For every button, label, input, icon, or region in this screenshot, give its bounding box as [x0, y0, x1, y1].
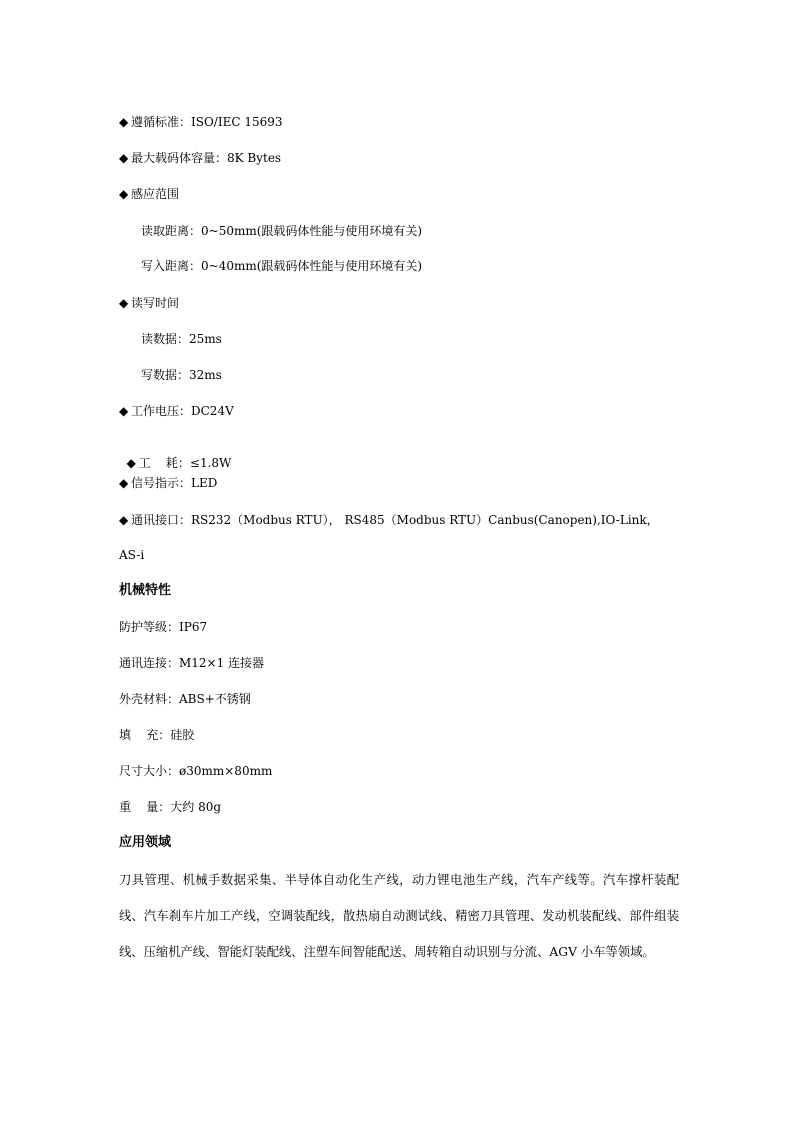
spec-power — [119, 439, 231, 471]
spec-read-distance: 读取距离：0~50mm(跟载码体性能与使用环境有关) — [141, 224, 423, 238]
diamond-bullet-icon: ◆ — [119, 151, 129, 165]
diamond-bullet-icon: ◆ — [119, 404, 129, 418]
application-paragraph: 刀具管理、机械手数据采集、半导体自动化生产线，动力锂电池生产线，汽车产线等。汽车撑杆装配线、汽车刹车片加工产线，空调装配线，散热扇自动测试线、精密刀具管理、发动机装配线、部件组装线、压缩机产线、智能灯装配线、注塑车间智能配送、周转箱自动识别与分流、AGV 小车等领域。 — [119, 873, 679, 959]
mech-protection: 防护等级：IP67 — [119, 620, 208, 634]
diamond-bullet-icon: ◆ — [119, 115, 129, 129]
mech-size: 尺寸大小：ø30mm×80mm — [119, 764, 273, 778]
spec-write-data: 写数据：32ms — [141, 368, 222, 382]
mech-filling: 填 充：硅胶 — [119, 728, 195, 742]
spec-write-distance: 写入距离：0~40mm(跟载码体性能与使用环境有关) — [141, 259, 423, 273]
spec-indicator — [119, 475, 217, 491]
spec-interface-text: 通讯接口：RS232（Modbus RTU）， RS485（Modbus RTU）Canbus(Canopen),IO-Link， — [131, 513, 659, 527]
section-title-application: 应用领域 — [119, 835, 172, 850]
spec-capacity-text: 最大载码体容量：8K Bytes — [131, 151, 282, 165]
spec-voltage-text: 工作电压：DC24V — [131, 404, 234, 418]
spec-power-text: 工 耗：≤1.8W — [138, 456, 232, 470]
spec-read-data: 读数据：25ms — [141, 332, 222, 346]
mech-connection: 通讯连接：M12×1 连接器 — [119, 656, 265, 670]
spec-sensing-title-text: 感应范围 — [131, 187, 180, 201]
spec-sensing-title — [119, 186, 179, 202]
diamond-bullet-icon: ◆ — [126, 456, 136, 470]
diamond-bullet-icon: ◆ — [119, 187, 129, 201]
diamond-bullet-icon: ◆ — [119, 513, 129, 527]
spec-rw-time-title — [119, 295, 179, 311]
spec-capacity — [119, 150, 281, 166]
spec-indicator-text: 信号指示：LED — [131, 476, 218, 490]
spec-interface — [119, 512, 659, 528]
diamond-bullet-icon: ◆ — [119, 476, 129, 490]
mech-weight: 重 量：大约 80g — [119, 800, 222, 814]
spec-standard-text: 遵循标准：ISO/IEC 15693 — [131, 115, 283, 129]
mech-housing: 外壳材料：ABS+不锈钢 — [119, 692, 251, 706]
spec-voltage — [119, 403, 234, 419]
diamond-bullet-icon: ◆ — [119, 296, 129, 310]
spec-interface-cont: AS-i — [119, 548, 145, 562]
spec-standard — [119, 114, 283, 130]
spec-rw-time-title-text: 读写时间 — [131, 296, 180, 310]
section-title-mechanical: 机械特性 — [119, 583, 172, 598]
